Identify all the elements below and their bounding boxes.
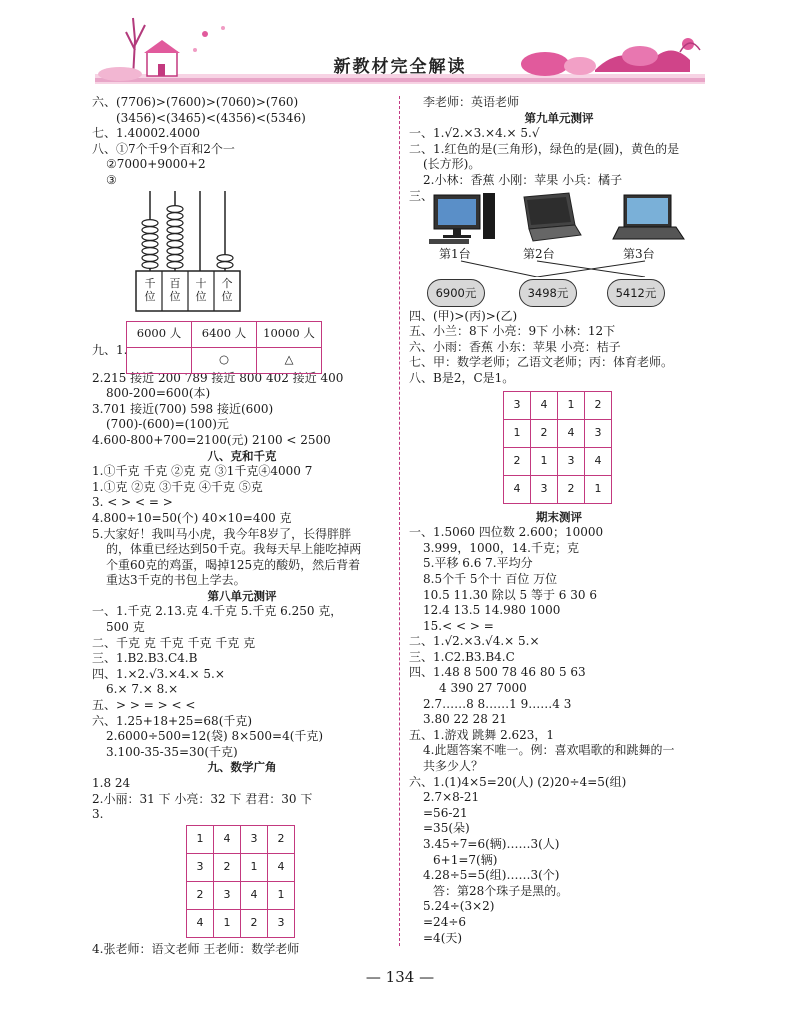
section-title: 八、克和千克 [207, 448, 277, 463]
answer-line: 七、1.40002.4000 [92, 126, 200, 141]
grid-cell: 4 [187, 909, 214, 937]
header-banner-art [0, 0, 800, 95]
abacus-label: 十位 [195, 276, 207, 303]
grid-cell: 3 [241, 825, 268, 853]
answer-line: 2.小丽：31 下 小亮：32 下 君君：30 下 [92, 791, 313, 806]
answer-line: 1.①千克 千克 ②克 克 ③1千克④4000 7 [92, 464, 313, 479]
answer-line: 六、小雨：香蕉 小东：苹果 小亮：桔子 [409, 339, 621, 354]
number-grid [186, 825, 295, 938]
answer-line: 八、B是2，C是1。 [409, 370, 515, 385]
grid-cell: 3 [504, 391, 531, 419]
answer-line: =4(天) [423, 930, 463, 945]
grid-cell: 3 [187, 853, 214, 881]
abacus-label: 百位 [169, 276, 181, 303]
answer-line: 一、1.√2.×3.×4.× 5.√ [409, 126, 540, 141]
grid-cell: 3 [585, 419, 612, 447]
section-title: 九、数学广角 [207, 760, 277, 775]
answer-line: (3456)<(3465)<(4356)<(5346) [116, 110, 306, 125]
answer-line: 500 克 [106, 620, 145, 635]
answer-line: 五、1.游戏 跳舞 2.623，1 [409, 727, 555, 742]
grid-cell: 4 [504, 475, 531, 503]
answer-line: 800-200=600(本) [106, 386, 211, 401]
compare-block [92, 319, 392, 371]
grid-cell: 1 [585, 475, 612, 503]
grid-cell: 2 [585, 391, 612, 419]
answer-line: 10.5 11.30 除以 5 等于 6 30 6 [423, 587, 597, 602]
answer-line: 2.6000÷500=12(袋) 8×500=4(千克) [106, 729, 324, 744]
answer-line: 六、1.25+18+25=68(千克) [92, 713, 253, 728]
answer-line: 七、甲：数学老师；乙语文老师；丙：体育老师。 [409, 355, 674, 370]
answer-line: 答：第28个珠子是黑的。 [433, 883, 569, 898]
answer-line: 5.大家好！我叫马小虎，我今年8岁了，长得胖胖 [92, 526, 352, 541]
answer-line: 六、1.(1)4×5=20(人) (2)20÷4=5(组) [409, 774, 627, 789]
left-column [92, 95, 392, 957]
answer-line: 五、小兰：8下 小亮：9下 小林：12下 [409, 324, 616, 339]
abacus-label: 千位 [144, 276, 156, 303]
section-title: 第九单元测评 [524, 110, 594, 125]
answer-line: 2.7……8 8……1 9……4 3 [423, 696, 572, 711]
answer-line: 3.999，1000，14.千克；克 [423, 540, 579, 555]
answer-line: ②7000+9000+2 [106, 157, 206, 172]
grid-row [504, 419, 612, 447]
answer-line: 四、1.×2.√3.×4.× 5.× [92, 666, 225, 681]
header-title: 新教材完全解读 [333, 57, 467, 77]
answer-line: 一、1.千克 2.13.克 4.千克 5.千克 6.250 克， [92, 604, 343, 619]
grid-cell: 1 [268, 881, 295, 909]
grid-row [504, 475, 612, 503]
answer-line: =24÷6 [423, 914, 467, 929]
answer-line: 8.5个千 5个十 百位 万位 [423, 571, 558, 586]
price-tags [409, 277, 709, 309]
grid-cell: 1 [214, 909, 241, 937]
grid-cell: 2 [558, 475, 585, 503]
answer-line: 4.600-800+700=2100(元) 2100 < 2500 [92, 432, 331, 447]
computer-label: 第2台 [523, 246, 555, 261]
answer-line: 2.7×8-21 [423, 790, 480, 805]
answer-line: 重达3千克的书包上学去。 [106, 573, 246, 588]
grid-row [504, 391, 612, 419]
grid-cell: 3 [214, 881, 241, 909]
computer-images [409, 189, 709, 277]
answer-line: 五、> > = > < < [92, 698, 196, 713]
abacus-label: 个位 [221, 276, 233, 303]
table-cell: △ [257, 347, 322, 373]
answer-line: 4.28÷5=5(组)……3(个) [423, 868, 560, 883]
price-tag: 5412元 [607, 279, 665, 307]
grid-row [504, 447, 612, 475]
answer-line: 5.24÷(3×2) [423, 899, 495, 914]
grid-cell: 4 [585, 447, 612, 475]
answer-line: 4 390 27 7000 [439, 681, 527, 696]
answer-line: 六、(7706)>(7600)>(7060)>(760) [92, 95, 299, 109]
question-label: 九、1. [92, 342, 128, 357]
table-cell: 6000 人 [127, 321, 192, 347]
answer-line: =56-21 [423, 805, 468, 820]
answer-line: =35(朵) [423, 821, 470, 836]
answer-line: 四、1.48 8 500 78 46 80 5 63 [409, 665, 586, 680]
answer-line: 李老师：英语老师 [423, 95, 520, 109]
price-tag: 3498元 [519, 279, 577, 307]
computer-label: 第3台 [623, 246, 655, 261]
grid-cell: 4 [558, 419, 585, 447]
grid-cell: 3 [558, 447, 585, 475]
answer-line: 二、1.红色的是(三角形)，绿色的是(圆)，黄色的是 [409, 141, 680, 156]
grid-row [187, 853, 295, 881]
answer-line: 4.800÷10=50(个) 40×10=400 克 [92, 510, 292, 525]
section-title: 期末测评 [536, 509, 582, 524]
grid-row [187, 909, 295, 937]
laptop-computer-icon [524, 193, 581, 241]
right-column [409, 95, 709, 946]
answer-line: 12.4 13.5 14.980 1000 [423, 603, 561, 618]
abacus-figure [130, 189, 392, 319]
answer-line: (长方形)。 [423, 157, 481, 172]
table-cell: ○ [192, 347, 257, 373]
grid-cell: 2 [504, 447, 531, 475]
table-cell: 10000 人 [257, 321, 322, 347]
answer-line: 三、1.B2.B3.C4.B [92, 651, 198, 666]
answer-line: 3. < > < = > [92, 495, 173, 510]
computer-match-figure [409, 189, 709, 277]
grid-cell: 4 [214, 825, 241, 853]
answer-line: ③ [106, 172, 117, 187]
grid-cell: 2 [268, 825, 295, 853]
grid-cell: 2 [241, 909, 268, 937]
answer-line: 15.< < > = [423, 618, 494, 633]
price-tag: 6900元 [427, 279, 485, 307]
column-divider [399, 96, 400, 946]
answer-line: 3.45÷7=6(辆)……3(人) [423, 837, 560, 851]
grid-cell: 4 [268, 853, 295, 881]
answer-line: 6.× 7.× 8.× [106, 682, 179, 697]
grid-cell: 1 [187, 825, 214, 853]
answer-line: 3. [92, 807, 104, 822]
grid-cell: 2 [187, 881, 214, 909]
grid-cell: 2 [214, 853, 241, 881]
answer-line: 二、1.√2.×3.√4.× 5.× [409, 634, 540, 649]
section-title: 第八单元测评 [207, 588, 277, 603]
answer-line: 2.215 接近 200 789 接近 800 402 接近 400 [92, 370, 344, 385]
compare-table [126, 321, 322, 374]
answer-line: 4.张老师：语文老师 王老师：数学老师 [92, 941, 300, 956]
question-label: 三、 [409, 188, 434, 203]
computer-label: 第1台 [439, 246, 471, 261]
answer-line: 3.100-35-35=30(千克) [106, 744, 238, 759]
answer-line: 四、(甲)>(丙)>(乙) [409, 308, 518, 323]
grid-row [187, 881, 295, 909]
answer-line: 4.此题答案不唯一。例：喜欢唱歌的和跳舞的一 [423, 743, 675, 758]
answer-line: 八、①7个千9个百和2个一 [92, 141, 235, 156]
answer-line: 二、千克 克 千克 千克 千克 克 [92, 635, 256, 650]
grid-cell: 1 [241, 853, 268, 881]
answer-line: 1.8 24 [92, 776, 131, 790]
answer-line: 的，体重已经达到50千克。我每天早上能吃掉两 [106, 542, 362, 557]
desktop-computer-icon [429, 193, 495, 244]
answer-line: 1.①克 ②克 ③千克 ④千克 ⑤克 [92, 479, 263, 494]
answer-line: 3.701 接近(700) 598 接近(600) [92, 401, 274, 416]
table-cell: 6400 人 [192, 321, 257, 347]
answer-line: 个重60克的鸡蛋，喝掉125克的酸奶，然后背着 [106, 557, 361, 572]
grid-cell: 1 [558, 391, 585, 419]
grid-cell: 2 [531, 419, 558, 447]
grid-cell: 4 [531, 391, 558, 419]
page-number: — 134 — [365, 968, 435, 986]
table-cell [127, 347, 192, 373]
answer-line: 三、1.C2.B3.B4.C [409, 649, 515, 664]
answer-line: 3.80 22 28 21 [423, 712, 507, 727]
answer-line: 一、1.5060 四位数 2.600；10000 [409, 525, 604, 540]
table-row [127, 321, 322, 347]
laptop-computer-icon [613, 195, 684, 239]
grid-cell: 1 [531, 447, 558, 475]
number-grid [503, 391, 612, 504]
answer-line: (700)-(600)=(100)元 [106, 417, 229, 432]
answer-line: 2.小林：香蕉 小刚：苹果 小兵：橘子 [423, 172, 623, 187]
answer-line: 共多少人？ [423, 759, 484, 774]
answer-line: 5.平移 6.6 7.平均分 [423, 556, 533, 571]
table-row [127, 347, 322, 373]
grid-row [187, 825, 295, 853]
grid-cell: 3 [268, 909, 295, 937]
answer-line: 6+1=7(辆) [433, 852, 498, 867]
grid-cell: 4 [241, 881, 268, 909]
grid-cell: 3 [531, 475, 558, 503]
grid-cell: 1 [504, 419, 531, 447]
page-header [0, 0, 800, 95]
